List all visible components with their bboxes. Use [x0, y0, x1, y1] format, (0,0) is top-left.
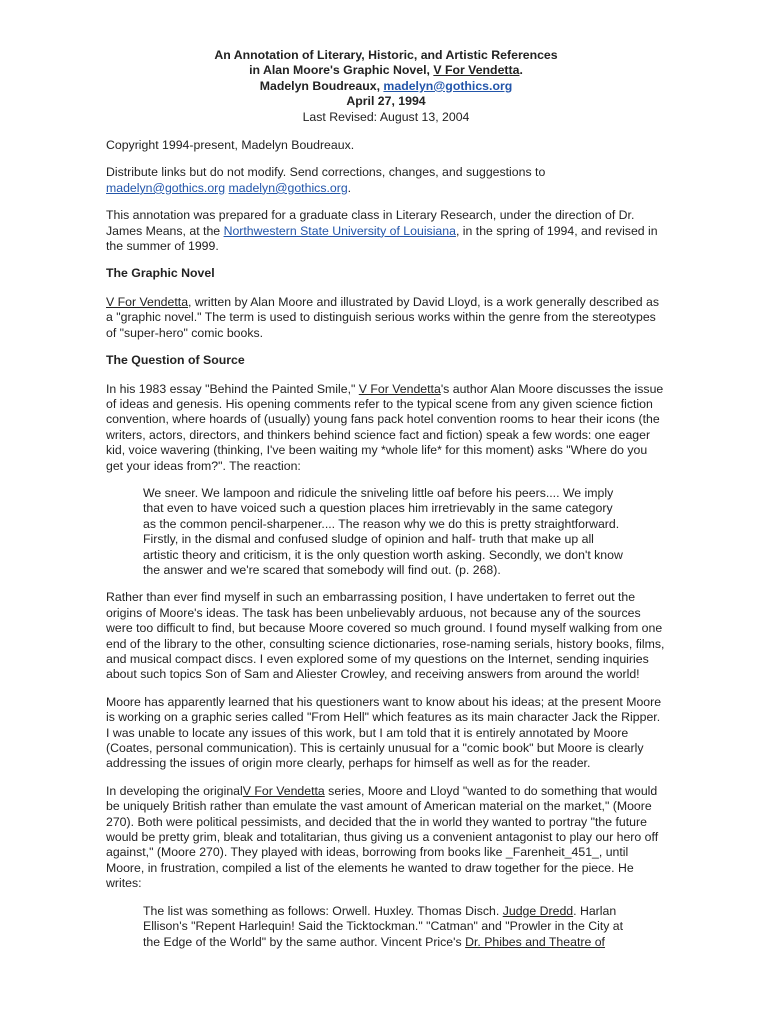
header-subtitle: [106, 63, 666, 78]
source-p1-pre: In his 1983 essay "Behind the Painted Smile,": [106, 381, 359, 396]
source-p4-pre: In developing the original: [106, 783, 243, 798]
dr-phibes-ref: Dr. Phibes and Theatre of: [465, 934, 605, 949]
quote2-pre: The list was something as follows: Orwell. Huxley. Thomas Disch.: [143, 903, 503, 918]
author-email-link[interactable]: madelyn@gothics.org: [383, 78, 513, 93]
intro-paragraph: [106, 208, 666, 254]
intro-text-pre: This annotation was prepared for a graduate class in Literary Research, under the direction of Dr. James Means, at the: [106, 208, 635, 238]
book-title-ref: V For Vendetta: [106, 294, 189, 309]
intro-text-post: , in the spring of 1994, and revised in the summer of 1999.: [106, 223, 658, 254]
copyright-text: Copyright 1994-present, Madelyn Boudreaux.: [106, 138, 355, 153]
header-revised: Last Revised: August 13, 2004: [302, 109, 470, 124]
book-title-ref: V For Vendetta: [358, 381, 441, 396]
distribute-paragraph: [106, 165, 666, 196]
judge-dredd-ref: Judge Dredd: [502, 903, 574, 918]
email-link-1[interactable]: madelyn@gothics.org: [106, 180, 226, 195]
graphic-novel-text: , written by Alan Moore and illustrated by David Lloyd, is a work generally described as a "graphic novel." The term is used to distinguish serious works within the genre from the stereotypes of "super-hero" comic books.: [106, 294, 659, 340]
source-p4-post: series, Moore and Lloyd "wanted to do something that would be uniquely British rather than emulate the vast amount of American material on the market," (Moore 270). Both were political pessimists, and decided that the in world they wanted to portray "the future would be pretty grim, bleak and totalitarian, thus giving us a convenient antagonist to play our hero off against," (Moore 270). They played with ideas, borrowing from books like _Farenheit_451_, until Moore, in frustration, compiled a list of the elements he wanted to draw together for the piece. He writes:: [106, 783, 659, 891]
header-author: [106, 79, 666, 94]
email-link-2[interactable]: madelyn@gothics.org: [228, 180, 348, 195]
section-heading-question-of-source: The Question of Source: [106, 353, 245, 368]
document-page: [106, 48, 666, 962]
university-link[interactable]: Northwestern State University of Louisiana: [223, 223, 456, 238]
distribute-end: .: [347, 180, 352, 195]
header-book-title: V For Vendetta: [433, 63, 520, 78]
source-paragraph-2: Rather than ever find myself in such an embarrassing position, I have undertaken to ferret out the origins of Moore's ideas. The task has been unbelievably arduous, not because any of the sources were too difficult to find, but because Moore covered so much ground. I found myself walking from one end of the library to the other, consulting science dictionaries, rose-naming serials, history books, films, and musical compact discs. I even explored some of my questions on the Internet, sending inquiries about such topics Son of Sam and Aliester Crowley, and receiving answers from around the world!: [106, 590, 665, 682]
book-title-ref: V For Vendetta: [242, 783, 325, 798]
graphic-novel-paragraph: [106, 295, 666, 341]
quote2-mid: . Harlan Ellison's "Repent Harlequin! Said the Ticktockman." "Catman" and "Prowler in the City at the Edge of the World" by the same author. Vincent Price's: [143, 903, 624, 949]
header-title: An Annotation of Literary, Historic, and Artistic References: [214, 48, 558, 62]
header-date: April 27, 1994: [346, 94, 426, 109]
section-heading-graphic-novel: The Graphic Novel: [106, 266, 215, 281]
source-paragraph-3: Moore has apparently learned that his questioners want to know about his ideas; at the present Moore is working on a graphic series called "From Hell" which features as its main character Jack the Ripper. I was unable to locate any issues of this work, but I am told that it is entirely annotated by Moore (Coates, personal communication). This is certainly unusual for a "comic book" but Moore is clearly addressing the issues of origin more clearly, perhaps for himself as well as for the reader.: [106, 694, 662, 771]
blockquote-2: [143, 904, 628, 950]
blockquote-1: We sneer. We lampoon and ridicule the sniveling little oaf before his peers.... We imply that even to have voiced such a question places him irretrievably in the same category as the common pencil-sharpener.... The reason why we do this is pretty straightforward. Firstly, in the dismal and confused sludge of opinion and half- truth that make up all artistic theory and criticism, it is the only question worth asking. Secondly, we don't know the answer and we're scared that somebody will find out. (p. 268).: [143, 485, 623, 577]
document-header: [106, 48, 666, 125]
author-name: Madelyn Boudreaux,: [259, 78, 384, 93]
source-paragraph-4: [106, 784, 666, 892]
header-subtitle-end: .: [519, 63, 523, 78]
header-subtitle-text: in Alan Moore's Graphic Novel,: [249, 63, 434, 78]
source-p1-post: 's author Alan Moore discusses the issue of ideas and genesis. His opening comments refer to the typical scene from any given science fiction convention, where hoards of (usually) young fans pack hotel convention rooms to hear their icons (the writers, actors, directors, and thinkers behind science fact and fiction) speak a few words: one eager kid, voice wavering (thinking, I've been waiting my *whole life* for this moment) asks "Where do you get your ideas from?". The reaction:: [106, 381, 664, 473]
distribute-text: Distribute links but do not modify. Send corrections, changes, and suggestions to: [106, 165, 546, 180]
source-paragraph-1: [106, 382, 666, 474]
